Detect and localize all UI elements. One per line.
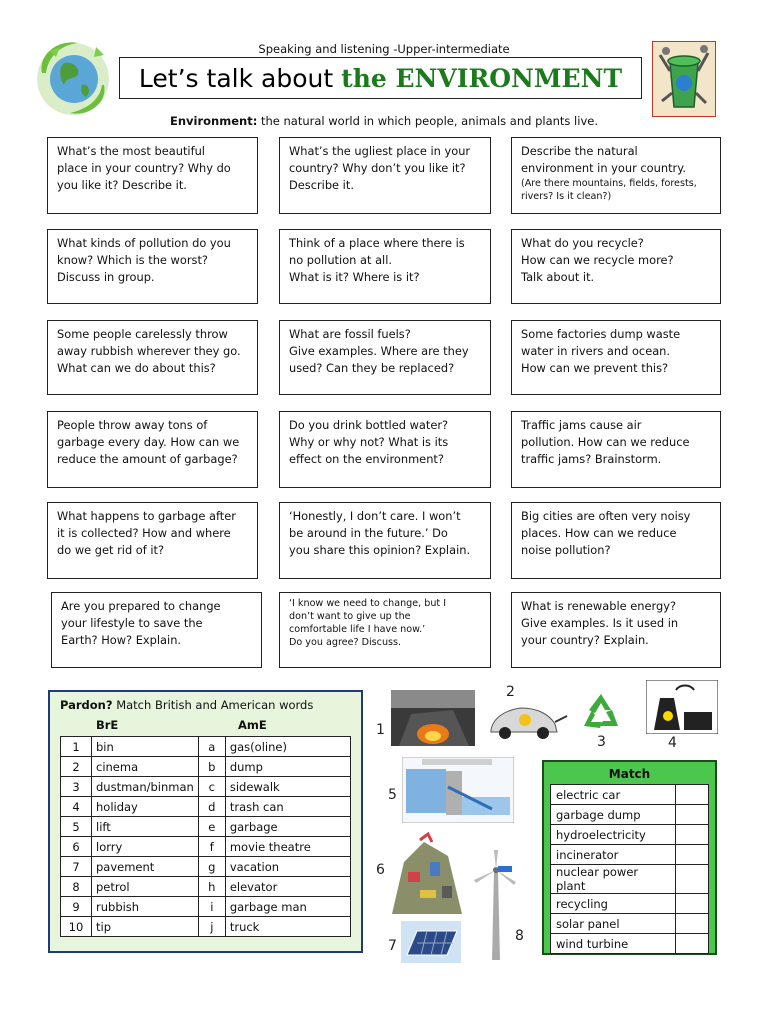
question-line: reduce the amount of garbage? [57,452,238,466]
question-card [279,411,491,488]
picture-6-garbage-dump [390,832,464,916]
match-item: hydroelectricity [551,825,676,845]
match-answer-blank[interactable] [676,934,709,954]
page-title [119,57,642,99]
row-number: 6 [61,837,92,857]
match-answer-blank[interactable] [676,825,709,845]
question-card [511,502,721,579]
pardon-row [61,857,351,877]
question-line: country? Why don’t you like it? [289,161,466,175]
row-letter: a [198,737,225,757]
match-row [551,785,709,805]
question-line: What is it? Where is it? [289,270,420,284]
question-line: noise pollution? [521,543,611,557]
question-line-small: Do you agree? Discuss. [289,637,402,648]
row-letter: d [198,797,225,817]
question-line: What are fossil fuels? [289,327,411,341]
question-line-small: rivers? Is it clean?) [521,191,612,202]
question-line: What is renewable energy? [521,599,676,613]
row-number: 5 [61,817,92,837]
question-line: What happens to garbage after [57,509,236,523]
picture-7-solar-panel [401,921,461,963]
definition-text: the natural world in which people, animals and plants live. [257,114,598,128]
question-line: Describe the natural [521,144,638,158]
question-card [47,137,258,214]
match-item: solar panel [551,914,676,934]
pardon-row [61,817,351,837]
question-line: Describe it. [289,178,354,192]
ame-word: garbage man [225,897,350,917]
bre-word: cinema [92,757,199,777]
question-line: Some people carelessly throw [57,327,228,341]
question-line: Give examples. Where are they [289,344,469,358]
question-line: How can we recycle more? [521,253,674,267]
question-line-small: don’t want to give up the [289,611,411,622]
picture-3-recycling-symbol [578,692,624,734]
question-line: know? Which is the worst? [57,253,208,267]
pardon-heading [60,698,313,712]
question-card [47,411,258,488]
match-item: wind turbine [551,934,676,954]
question-line: How can we prevent this? [521,361,669,375]
row-letter: h [198,877,225,897]
question-line: Earth? How? Explain. [61,633,182,647]
ame-word: garbage [225,817,350,837]
question-card [511,592,721,668]
question-line: away rubbish wherever they go. [57,344,241,358]
question-line: Why or why not? What is its [289,435,449,449]
match-answer-blank[interactable] [676,914,709,934]
bre-word: lift [92,817,199,837]
picture-4-nuclear-plant [646,680,718,734]
pardon-title: Pardon? [60,698,113,712]
row-letter: b [198,757,225,777]
match-answer-blank[interactable] [676,845,709,865]
match-item: garbage dump [551,805,676,825]
row-number: 3 [61,777,92,797]
ame-word: sidewalk [225,777,350,797]
question-line-small: ‘I know we need to change, but I [289,598,447,609]
question-card [279,229,491,304]
question-line: you share this opinion? Explain. [289,543,471,557]
picture-label-2: 2 [506,684,515,700]
ame-word: trash can [225,797,350,817]
question-line: your lifestyle to save the [61,616,203,630]
col-ame-header: AmE [238,718,267,732]
pardon-panel [48,690,363,953]
pardon-row [61,797,351,817]
row-letter: c [198,777,225,797]
match-row [551,914,709,934]
question-line: Some factories dump waste [521,327,681,341]
pardon-table [60,736,351,937]
ame-word: movie theatre [225,837,350,857]
match-panel [542,760,717,955]
pardon-row [61,877,351,897]
question-card [511,411,721,488]
question-line: you like it? Describe it. [57,178,187,192]
question-line: What do you recycle? [521,236,644,250]
question-line: water in rivers and ocean. [521,344,671,358]
row-letter: g [198,857,225,877]
picture-label-7: 7 [388,938,397,954]
match-row [551,894,709,914]
question-card [511,137,721,214]
picture-8-wind-turbine [472,850,520,962]
match-item: incinerator [551,845,676,865]
match-row [551,934,709,954]
picture-label-6: 6 [376,862,385,878]
question-line: no pollution at all. [289,253,392,267]
question-line: places. How can we reduce [521,526,677,540]
bre-word: rubbish [92,897,199,917]
question-card [279,592,491,668]
col-bre-header: BrE [96,718,119,732]
ame-word: elevator [225,877,350,897]
match-row [551,865,709,894]
title-part-2: the ENVIRONMENT [341,63,623,93]
row-number: 4 [61,797,92,817]
question-card [511,229,721,304]
match-item: nuclear power plant [551,865,676,894]
question-line: What can we do about this? [57,361,216,375]
question-line: be around in the future.’ Do [289,526,448,540]
question-line: place in your country? Why do [57,161,231,175]
match-answer-blank[interactable] [676,785,709,805]
question-card [279,320,491,395]
row-number: 1 [61,737,92,757]
title-part-1: Let’s talk about [138,63,334,93]
question-card [47,320,258,395]
ame-word: vacation [225,857,350,877]
definition [0,114,768,128]
row-number: 7 [61,857,92,877]
pardon-row [61,777,351,797]
match-table [550,784,709,954]
question-card [511,320,721,395]
row-letter: e [198,817,225,837]
question-card [47,502,258,579]
row-letter: j [198,917,225,937]
row-letter: i [198,897,225,917]
picture-label-5: 5 [388,787,397,803]
pardon-subtitle: Match British and American words [112,698,314,712]
question-line: traffic jams? Brainstorm. [521,452,662,466]
question-line: What’s the most beautiful [57,144,205,158]
question-line-small: comfortable life I have now.’ [289,624,426,635]
question-line: pollution. How can we reduce [521,435,690,449]
bre-word: dustman/binman [92,777,199,797]
pardon-row [61,917,351,937]
picture-label-1: 1 [376,722,385,738]
question-line: What kinds of pollution do you [57,236,231,250]
row-number: 9 [61,897,92,917]
match-row [551,845,709,865]
match-row [551,805,709,825]
question-card [279,137,491,214]
match-answer-blank[interactable] [676,865,709,894]
match-item: recycling [551,894,676,914]
row-number: 8 [61,877,92,897]
bre-word: holiday [92,797,199,817]
picture-label-3: 3 [597,734,606,750]
question-line: effect on the environment? [289,452,444,466]
question-line: environment in your country. [521,161,686,175]
question-line: Think of a place where there is [289,236,465,250]
bre-word: bin [92,737,199,757]
pardon-row [61,757,351,777]
pardon-row [61,897,351,917]
bre-word: pavement [92,857,199,877]
picture-label-8: 8 [515,928,524,944]
row-number: 10 [61,917,92,937]
question-line: used? Can they be replaced? [289,361,455,375]
recycle-bin-illustration [652,41,716,117]
question-line-small: (Are there mountains, fields, forests, [521,178,697,189]
match-answer-blank[interactable] [676,894,709,914]
match-title: Match [608,767,651,781]
match-item: electric car [551,785,676,805]
page-subtitle: Speaking and listening -Upper-intermediate [258,42,510,56]
bre-word: petrol [92,877,199,897]
question-card [47,229,258,304]
definition-term: Environment: [170,114,258,128]
question-card [279,502,491,579]
question-line: People throw away tons of [57,418,208,432]
question-line: your country? Explain. [521,633,649,647]
bre-word: tip [92,917,199,937]
question-line: Traffic jams cause air [521,418,642,432]
pardon-row [61,737,351,757]
row-letter: f [198,837,225,857]
match-answer-blank[interactable] [676,805,709,825]
match-row [551,825,709,845]
question-line: it is collected? How and where [57,526,231,540]
picture-2-electric-car [485,700,569,742]
question-line: Big cities are often very noisy [521,509,691,523]
question-line: Discuss in group. [57,270,155,284]
question-line: Do you drink bottled water? [289,418,449,432]
question-line: What’s the ugliest place in your [289,144,471,158]
question-line: do we get rid of it? [57,543,165,557]
ame-word: truck [225,917,350,937]
question-line: Give examples. Is it used in [521,616,679,630]
question-card [51,592,262,668]
question-line: Talk about it. [521,270,595,284]
picture-1-incinerator [391,690,475,746]
ame-word: gas(oline) [225,737,350,757]
ame-word: dump [225,757,350,777]
bre-word: lorry [92,837,199,857]
question-line: garbage every day. How can we [57,435,240,449]
question-line: ‘Honestly, I don’t care. I won’t [289,509,461,523]
pardon-row [61,837,351,857]
row-number: 2 [61,757,92,777]
question-line: Are you prepared to change [61,599,221,613]
picture-label-4: 4 [668,735,677,751]
picture-5-hydroelectric-diagram [402,757,514,823]
